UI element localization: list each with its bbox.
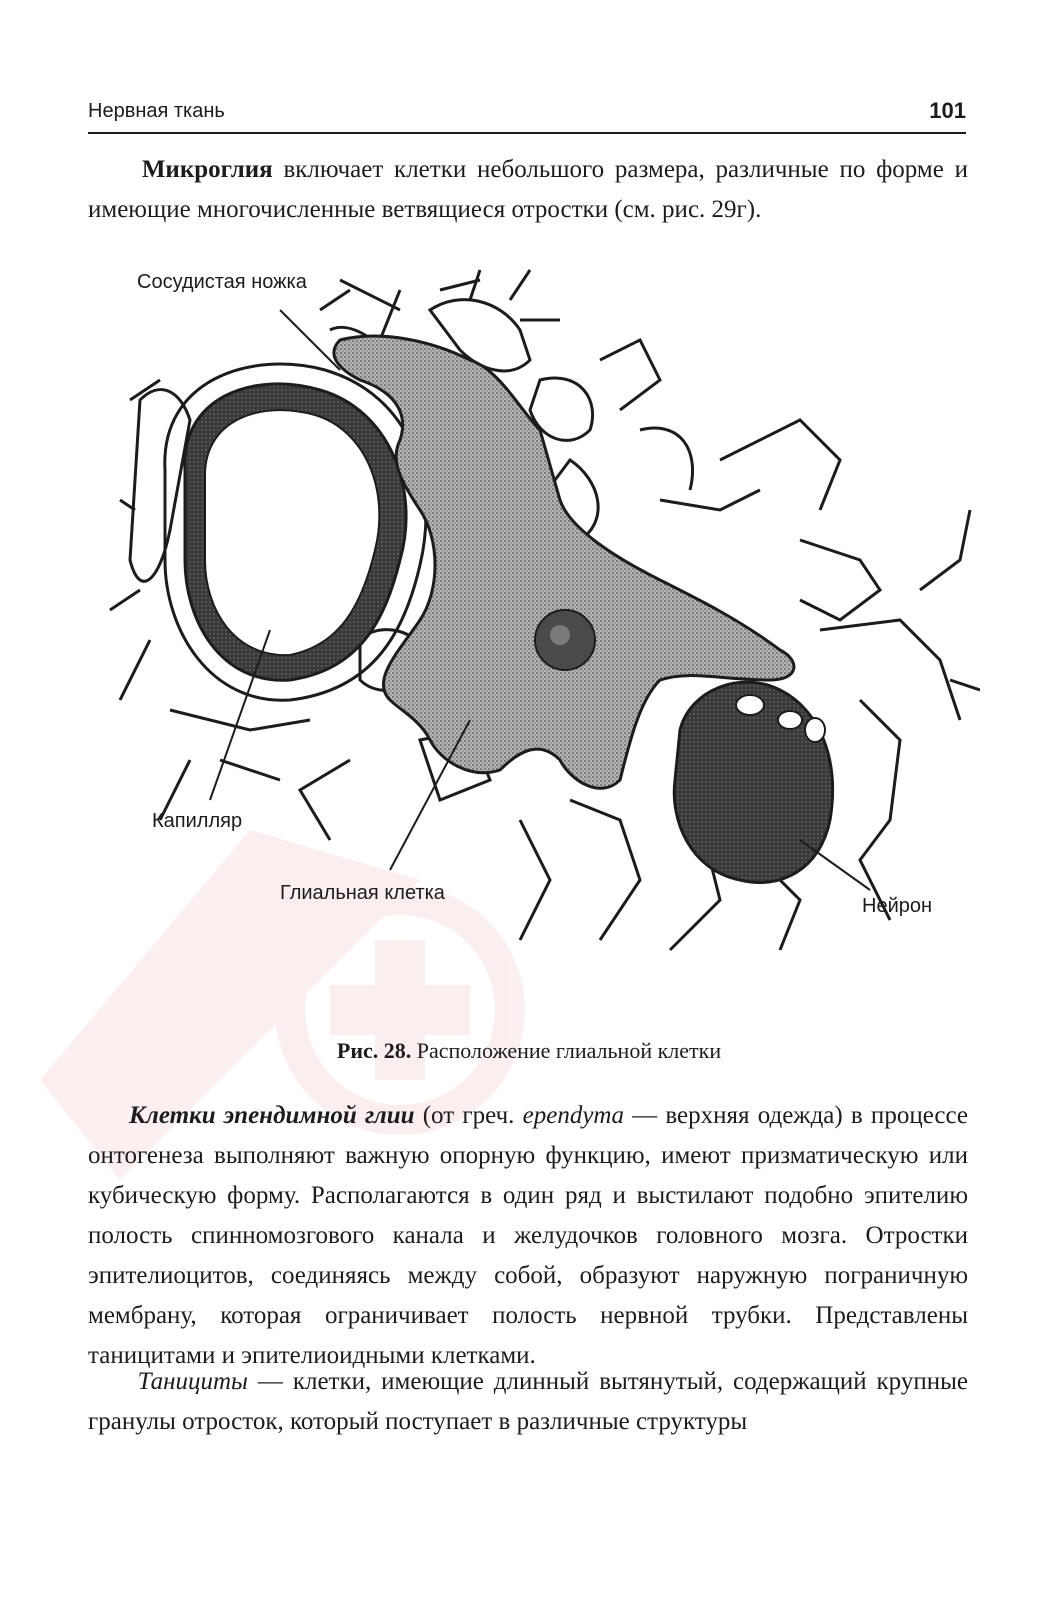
label-neuron: Нейрон [862, 895, 933, 917]
label-capillary: Капилляр [152, 810, 243, 832]
figure-caption [0, 1038, 1058, 1064]
paragraph2-text-b: — верхняя одежда) в процессе онтогенеза выполняют важную опорную функцию, имеют призматическую или кубическую форму. Располагаются в один ряд и выстилают подобно эпителию полость спинномозгового канала и желудочков головного мозга. Отростки эпителиоцитов, соединяясь между собой, образуют наружную пограничную мембрану, которая ограничивает полость нервной трубки. Представлены таницитами и эпителиоидными клетками. [88, 1102, 969, 1369]
running-header [88, 98, 966, 134]
paragraph-microglia [88, 150, 968, 230]
term-tanycytes: Танициты [137, 1368, 248, 1395]
term-ependyma: ependyma [522, 1102, 624, 1129]
paragraph2-text-a: (от греч. [414, 1102, 523, 1129]
paragraph-tanycytes [88, 1362, 968, 1442]
caption-text: Расположение глиальной клетки [411, 1038, 722, 1063]
paragraph1-text: включает клетки небольшого размера, различные по форме и имеющие многочисленные ветвящиеся отростки (см. рис. 29г). [88, 156, 968, 223]
caption-prefix: Рис. 28. [336, 1038, 412, 1063]
term-ependymal-glia: Клетки эпендимной глии [129, 1102, 415, 1129]
neuron [674, 682, 832, 882]
capillary [165, 364, 426, 700]
header-title: Нервная ткань [88, 100, 225, 122]
paragraph-ependymal [88, 1096, 968, 1376]
paragraph3-text: — клетки, имеющие длинный вытянутый, содержащий крупные гранулы отросток, который поступает в различные структуры [88, 1368, 968, 1435]
label-vascular-foot: Сосудистая ножка [137, 271, 307, 293]
label-glial-cell: Глиальная клетка [280, 882, 445, 904]
figure-glial-cell [100, 260, 980, 980]
page-number: 101 [929, 98, 966, 123]
term-microglia: Микроглия [141, 156, 273, 183]
